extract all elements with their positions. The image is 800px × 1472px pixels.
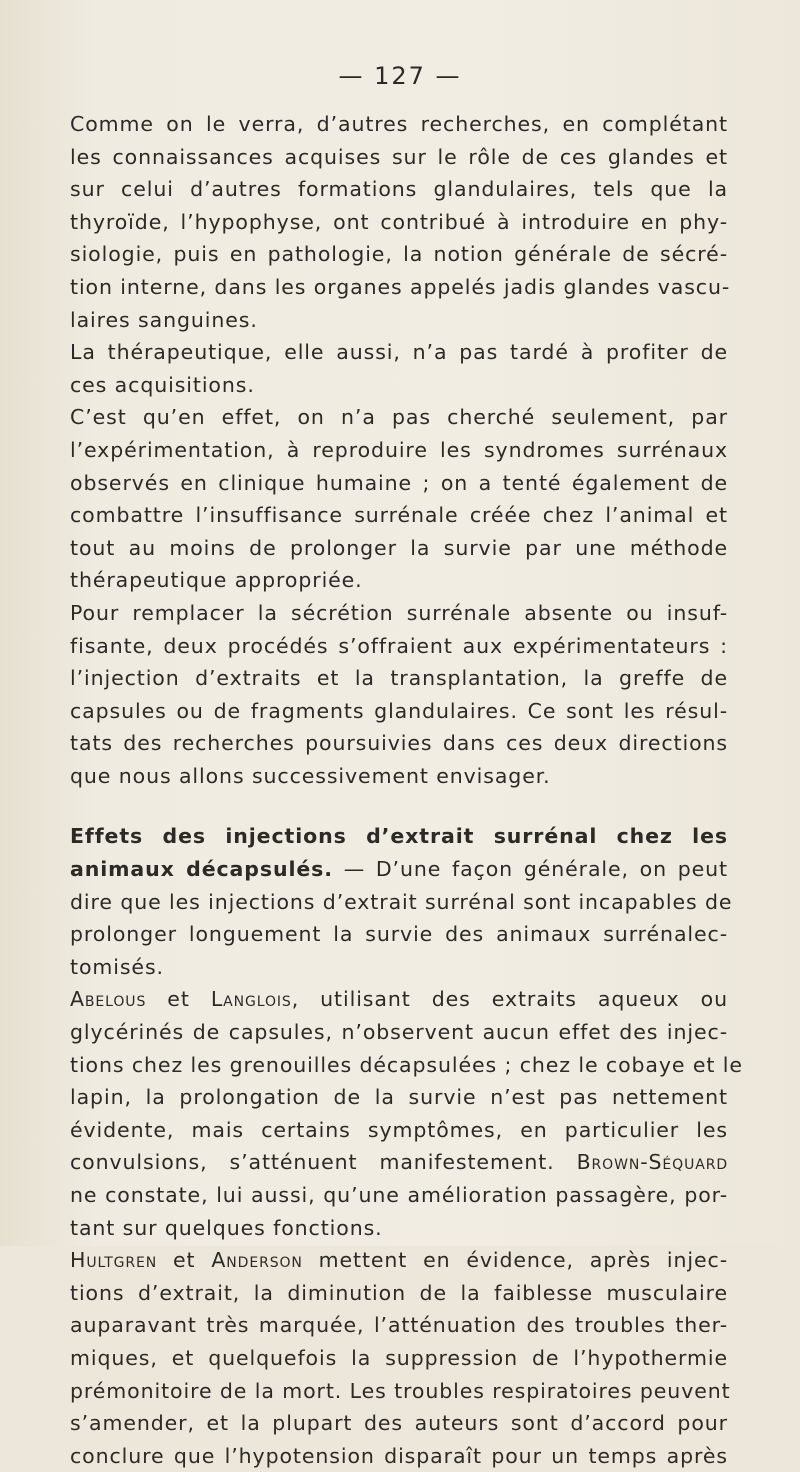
paragraph-intro	[70, 108, 731, 336]
author-name: Hultgren	[70, 1248, 158, 1273]
text-line: capsules ou de fragments glandulaires. Ce sont les résul-	[70, 698, 728, 723]
text-line: prémonitoire de la mort. Les troubles respiratoires peuvent	[70, 1378, 731, 1403]
text-line: conclure que l’hypotension disparaît pour un temps après	[70, 1443, 728, 1468]
section-gap	[70, 792, 728, 820]
text-span: convulsions, s’atténuent manifestement.	[70, 1150, 555, 1175]
paragraph-procedes	[70, 597, 728, 793]
text-line: prolonger longuement la survie des animaux surrénalec-	[70, 922, 728, 947]
text-line: Comme on le verra, d’autres recherches, en complétant	[70, 112, 728, 136]
paragraph-abelous	[70, 983, 743, 1244]
text-line: tant sur quelques fonctions.	[70, 1215, 383, 1240]
text-line: La thérapeutique, elle aussi, n’a pas tardé à profiter de	[70, 340, 728, 365]
text-line	[70, 983, 728, 1016]
text-line: dire que les injections d’extrait surrénal sont incapables de	[70, 889, 733, 914]
paragraph-hultgren	[70, 1244, 731, 1472]
text-line: combattre l’insuffisance surrénale créée chez l’animal et	[70, 503, 728, 528]
text-line	[70, 1244, 728, 1277]
text-line: miques, et quelquefois la suppression de l’hypothermie	[70, 1345, 728, 1370]
text-line: tions d’extrait, la diminution de la faiblesse musculaire	[70, 1280, 728, 1305]
text-line: laires sanguines.	[70, 307, 258, 332]
text-line: l’injection d’extraits et la transplantation, la greffe de	[70, 666, 728, 691]
text-line: glycérinés de capsules, n’observent aucun effet des injec-	[70, 1020, 728, 1045]
text-line: Pour remplacer la sécrétion surrénale absente ou insuf-	[70, 600, 728, 625]
text-span: et	[157, 1248, 212, 1273]
text-line: évidente, mais certains symptômes, en particulier les	[70, 1117, 728, 1142]
page-number: — 127 —	[338, 62, 462, 90]
text-line: lapin, la prolongation de la survie n’est pas nettement	[70, 1085, 728, 1110]
text-line: ne constate, lui aussi, qu’une amélioration passagère, por-	[70, 1183, 728, 1207]
text-line: observés en clinique humaine ; on a tenté également de	[70, 470, 728, 495]
text-line: que nous allons successivement envisager.	[70, 763, 551, 788]
text-line: tion interne, dans les organes appelés jadis glandes vascu-	[70, 274, 731, 299]
text-line	[70, 853, 728, 886]
section-injections	[70, 820, 733, 983]
text-line: auparavant très marquée, l’atténuation des troubles ther-	[70, 1313, 728, 1338]
section-heading: Effets des injections d’extrait surrénal chez les	[70, 824, 728, 849]
author-name: Anderson	[211, 1248, 303, 1273]
text-span: et	[146, 987, 211, 1012]
paragraph-therapeutique	[70, 336, 728, 401]
text-line	[70, 1146, 728, 1179]
text-line: tions chez les grenouilles décapsulées ; chez le cobaye et le	[70, 1052, 743, 1077]
text-line: l’expérimentation, à reproduire les syndromes surrénaux	[70, 437, 728, 462]
text-line: les connaissances acquises sur le rôle de ces glandes et	[70, 144, 728, 169]
text-line: thyroïde, l’hypophyse, ont contribué à introduire en phy-	[70, 209, 728, 234]
text-line: C’est qu’en effet, on n’a pas cherché seulement, par	[70, 405, 728, 430]
text-line: sur celui d’autres formations glandulaires, tels que la	[70, 177, 728, 202]
text-line: fisante, deux procédés s’offraient aux expérimentateurs :	[70, 633, 728, 658]
author-name: Brown-Séquard	[576, 1150, 728, 1175]
body-text	[70, 108, 743, 1472]
section-heading-continued: animaux décapsulés.	[70, 857, 333, 882]
text-span: mettent en évidence, après injec-	[302, 1248, 728, 1273]
text-line: thérapeutique appropriée.	[70, 568, 363, 593]
text-line: siologie, puis en pathologie, la notion générale de sécré-	[70, 242, 728, 267]
author-name: Langlois	[210, 987, 292, 1012]
text-span: — D’une façon générale, on peut	[332, 857, 728, 882]
text-line: tout au moins de prolonger la survie par une méthode	[70, 535, 728, 560]
paragraph-experimentation	[70, 401, 728, 597]
text-line: tomisés.	[70, 954, 164, 979]
text-span: , utilisant des extraits aqueux ou	[291, 987, 728, 1012]
text-line: s’amender, et la plupart des auteurs sont d’accord pour	[70, 1411, 728, 1436]
author-name: Abelous	[70, 987, 147, 1012]
text-line: tats des recherches poursuivies dans ces deux directions	[70, 731, 728, 756]
text-line: ces acquisitions.	[70, 372, 255, 397]
